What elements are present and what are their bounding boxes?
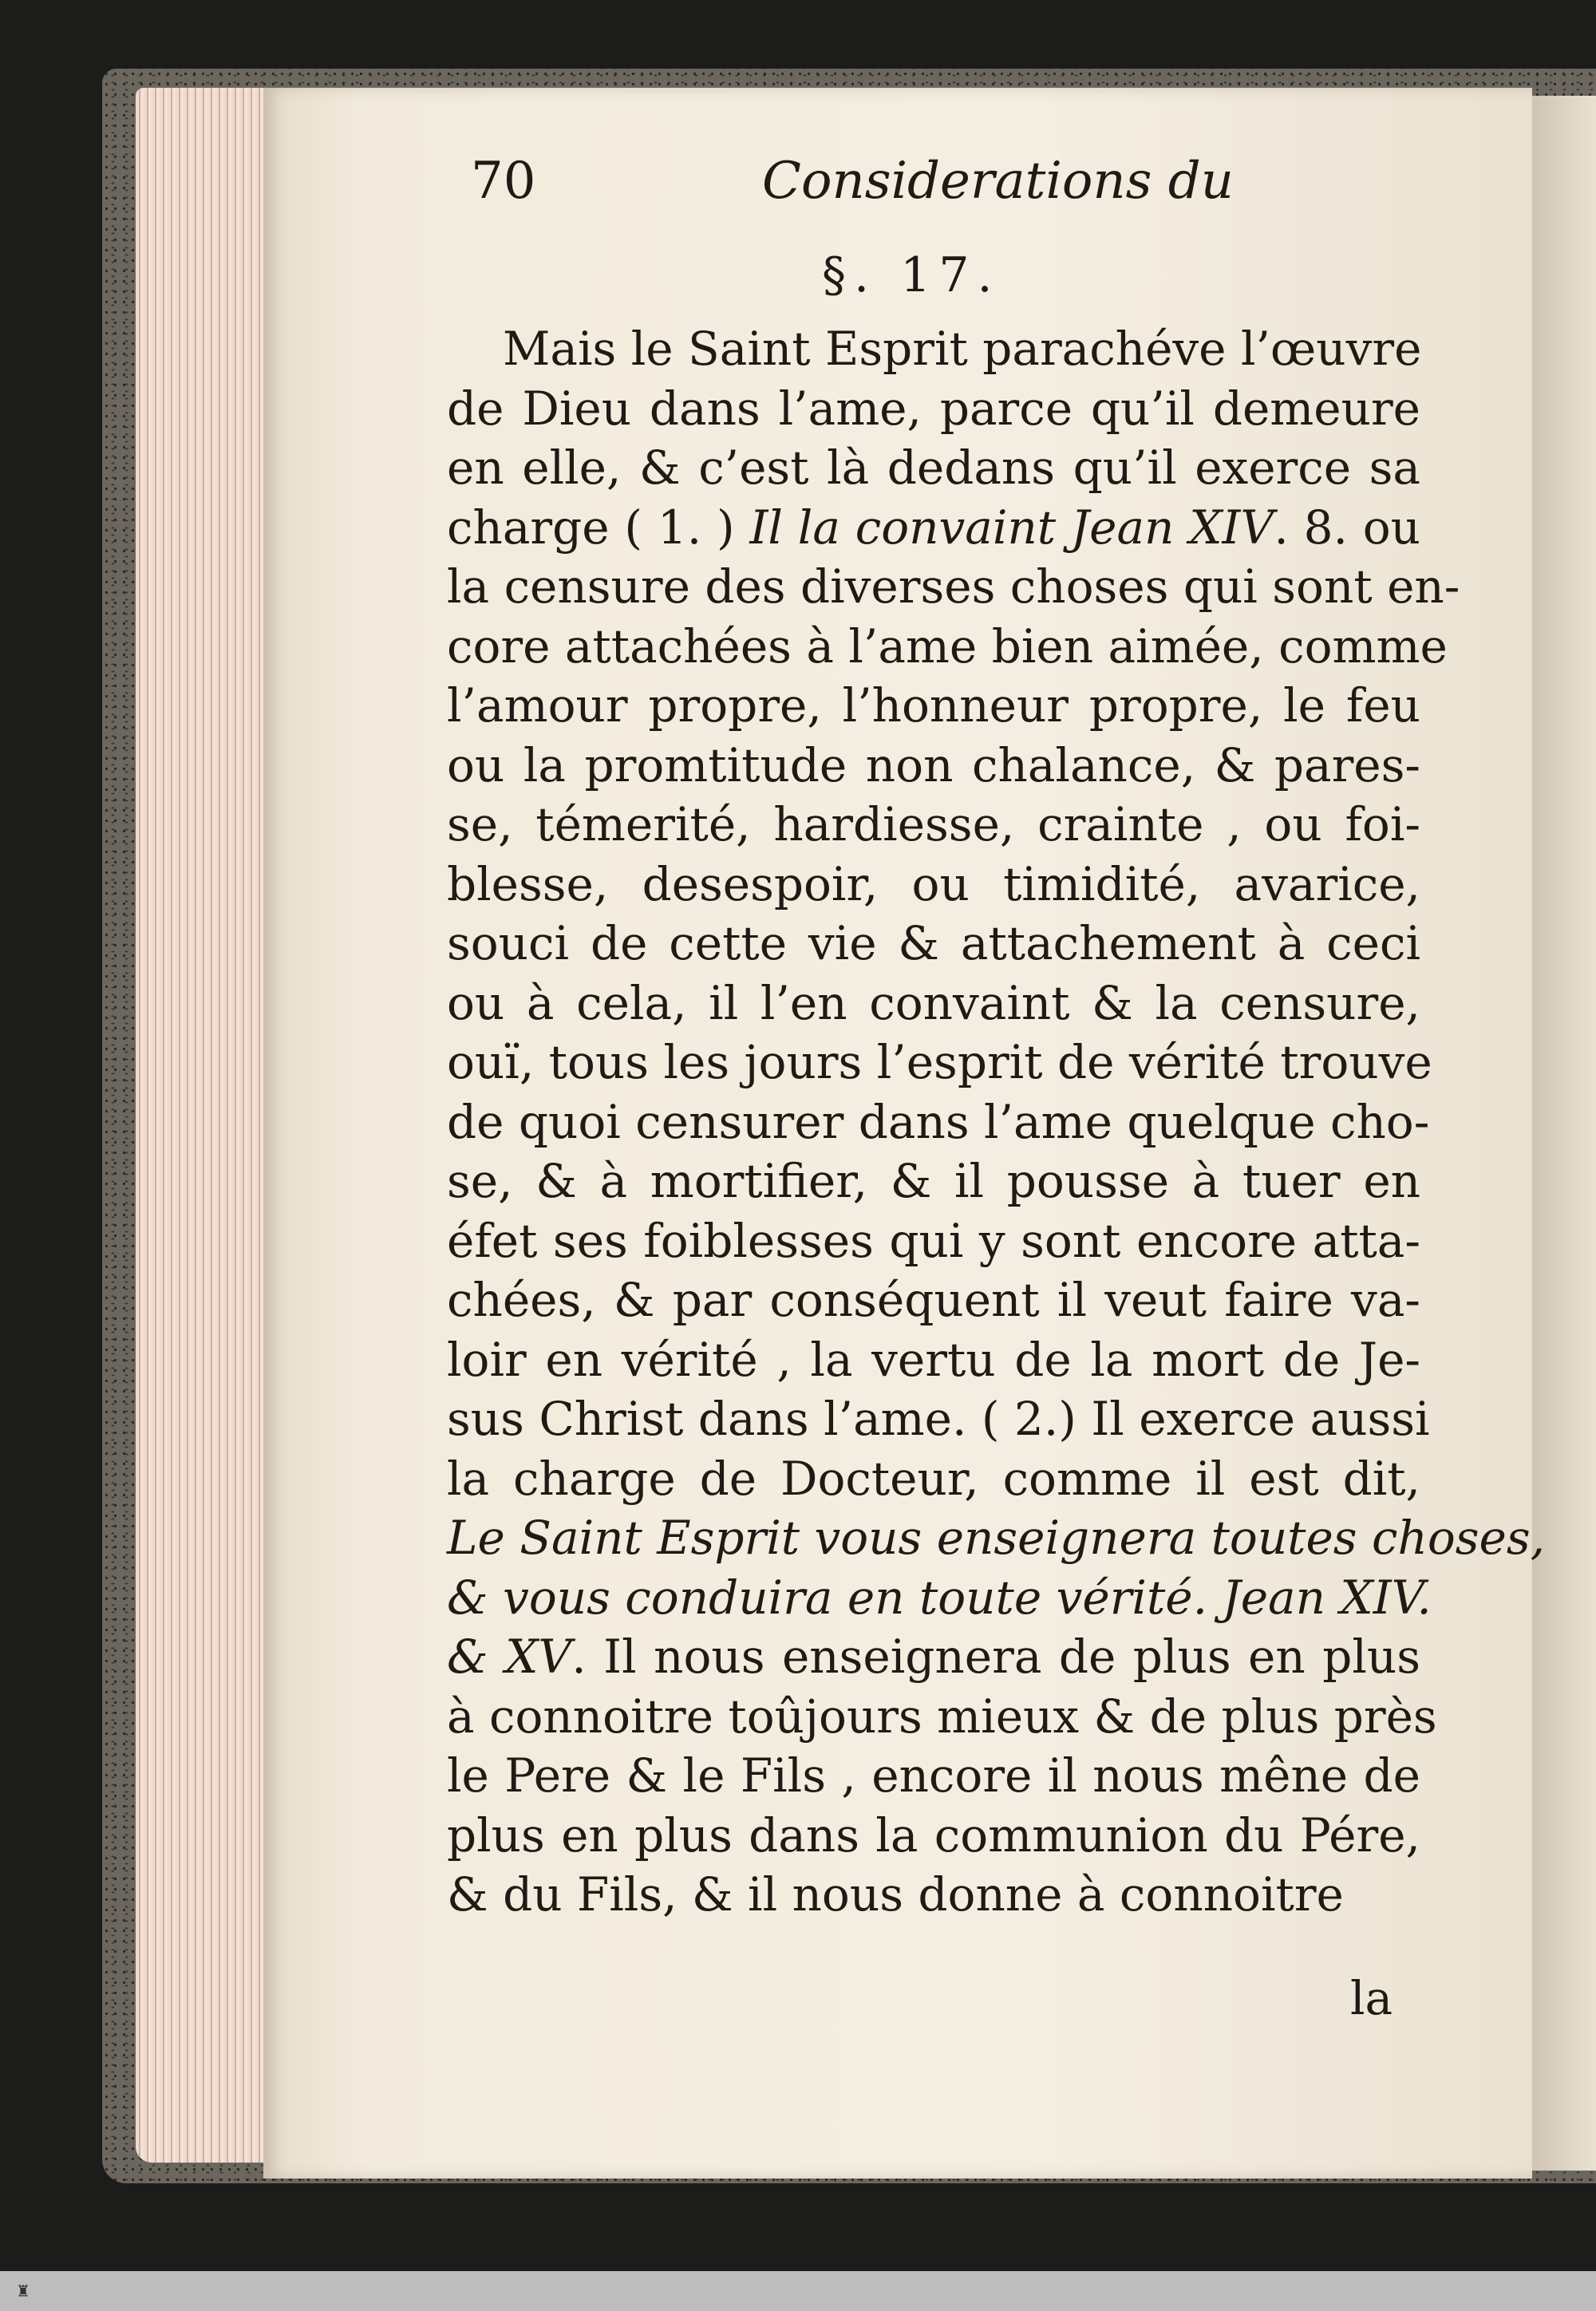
page-header (471, 152, 1428, 223)
text-line (447, 736, 1420, 796)
text-segment: loir en vérité , la vertu de la mort de Je- (447, 1332, 1420, 1387)
text-segment: souci de cette vie & attachement à ceci (447, 916, 1420, 970)
text-line (447, 438, 1420, 498)
text-line (447, 1152, 1420, 1211)
viewer-footer-bar (0, 2271, 1596, 2311)
text-segment: Mais le Saint Esprit parachéve l’œuvre (503, 322, 1422, 376)
text-segment: sus Christ dans l’ame. ( 2.) Il exerce aussi (447, 1392, 1430, 1446)
running-title: Considerations du (762, 152, 1234, 211)
text-line (447, 1270, 1420, 1330)
text-line (447, 1627, 1420, 1687)
text-line (447, 1092, 1430, 1152)
text-segment: ouï, tous les jours l’esprit de vérité trouve (447, 1035, 1432, 1089)
body-text (447, 319, 1546, 1925)
text-segment: de quoi censurer dans l’ame quelque cho- (447, 1094, 1430, 1149)
text-segment: . Il nous enseignera de plus en plus (571, 1630, 1420, 1684)
text-segment: l’amour propre, l’honneur propre, le feu (447, 678, 1420, 733)
text-segment: & XV (447, 1630, 572, 1684)
text-line (447, 855, 1420, 915)
text-line (447, 379, 1420, 439)
text-segment: chées, & par conséquent il veut faire va- (447, 1273, 1420, 1327)
text-segment: core attachées à l’ame bien aimée, comme (447, 618, 1448, 674)
text-segment: la charge de Docteur, comme il est dit, (447, 1451, 1420, 1506)
text-segment: Il la convaint Jean XIV (749, 500, 1274, 555)
text-line (447, 1568, 1432, 1628)
text-line (447, 1449, 1420, 1509)
text-line (447, 1806, 1420, 1866)
page-number: 70 (471, 152, 536, 211)
text-line (447, 1687, 1437, 1747)
text-segment: charge ( 1. ) (447, 500, 750, 555)
text-segment: Le Saint Esprit vous enseignera toutes choses, (447, 1511, 1546, 1565)
text-segment: le Pere & le Fils , encore il nous mêne de (447, 1748, 1420, 1803)
text-line (447, 914, 1420, 974)
text-line (447, 1211, 1420, 1271)
text-segment: se, témerité, hardiesse, crainte , ou foi- (447, 797, 1420, 851)
text-line (447, 1389, 1430, 1449)
text-segment: blesse, desespoir, ou timidité, avarice, (447, 856, 1420, 911)
text-segment: à connoitre toûjours mieux & de plus près (447, 1689, 1437, 1744)
text-segment: . 8. ou (1274, 500, 1421, 555)
text-line (447, 676, 1420, 736)
text-segment: se, & à mortifier, & il pousse à tuer en (447, 1154, 1420, 1208)
text-line (447, 1033, 1432, 1092)
text-segment: de Dieu dans l’ame, parce qu’il demeure (447, 381, 1420, 436)
text-line (447, 1865, 1420, 1925)
text-segment: ou à cela, il l’en convaint & la censure, (447, 975, 1420, 1030)
text-line (447, 557, 1460, 617)
text-line (447, 498, 1420, 558)
text-line (447, 795, 1420, 855)
text-line (447, 319, 1420, 379)
catchword: la (1350, 1971, 1393, 2025)
text-segment: plus en plus dans la communion du Pére, (447, 1807, 1420, 1863)
section-heading: §. 17. (822, 247, 1001, 303)
text-segment: la censure des diverses choses qui sont en- (447, 559, 1460, 614)
text-segment: en elle, & c’est là dedans qu’il exerce sa (447, 440, 1420, 495)
library-logo-icon: ♜ (16, 2281, 30, 2301)
facing-page-edge (1532, 96, 1596, 2171)
text-line (447, 1508, 1546, 1568)
text-line (447, 1746, 1420, 1806)
text-segment: & vous conduira en toute vérité. Jean XIV. (447, 1570, 1432, 1625)
text-line (447, 974, 1420, 1033)
text-line (447, 617, 1448, 677)
text-segment: & du Fils, & il nous donne à connoitre (447, 1867, 1344, 1922)
text-line (447, 1330, 1420, 1390)
text-segment: éfet ses foiblesses qui y sont encore atta- (447, 1213, 1420, 1268)
text-segment: ou la promtitude non chalance, & pares- (447, 737, 1420, 792)
